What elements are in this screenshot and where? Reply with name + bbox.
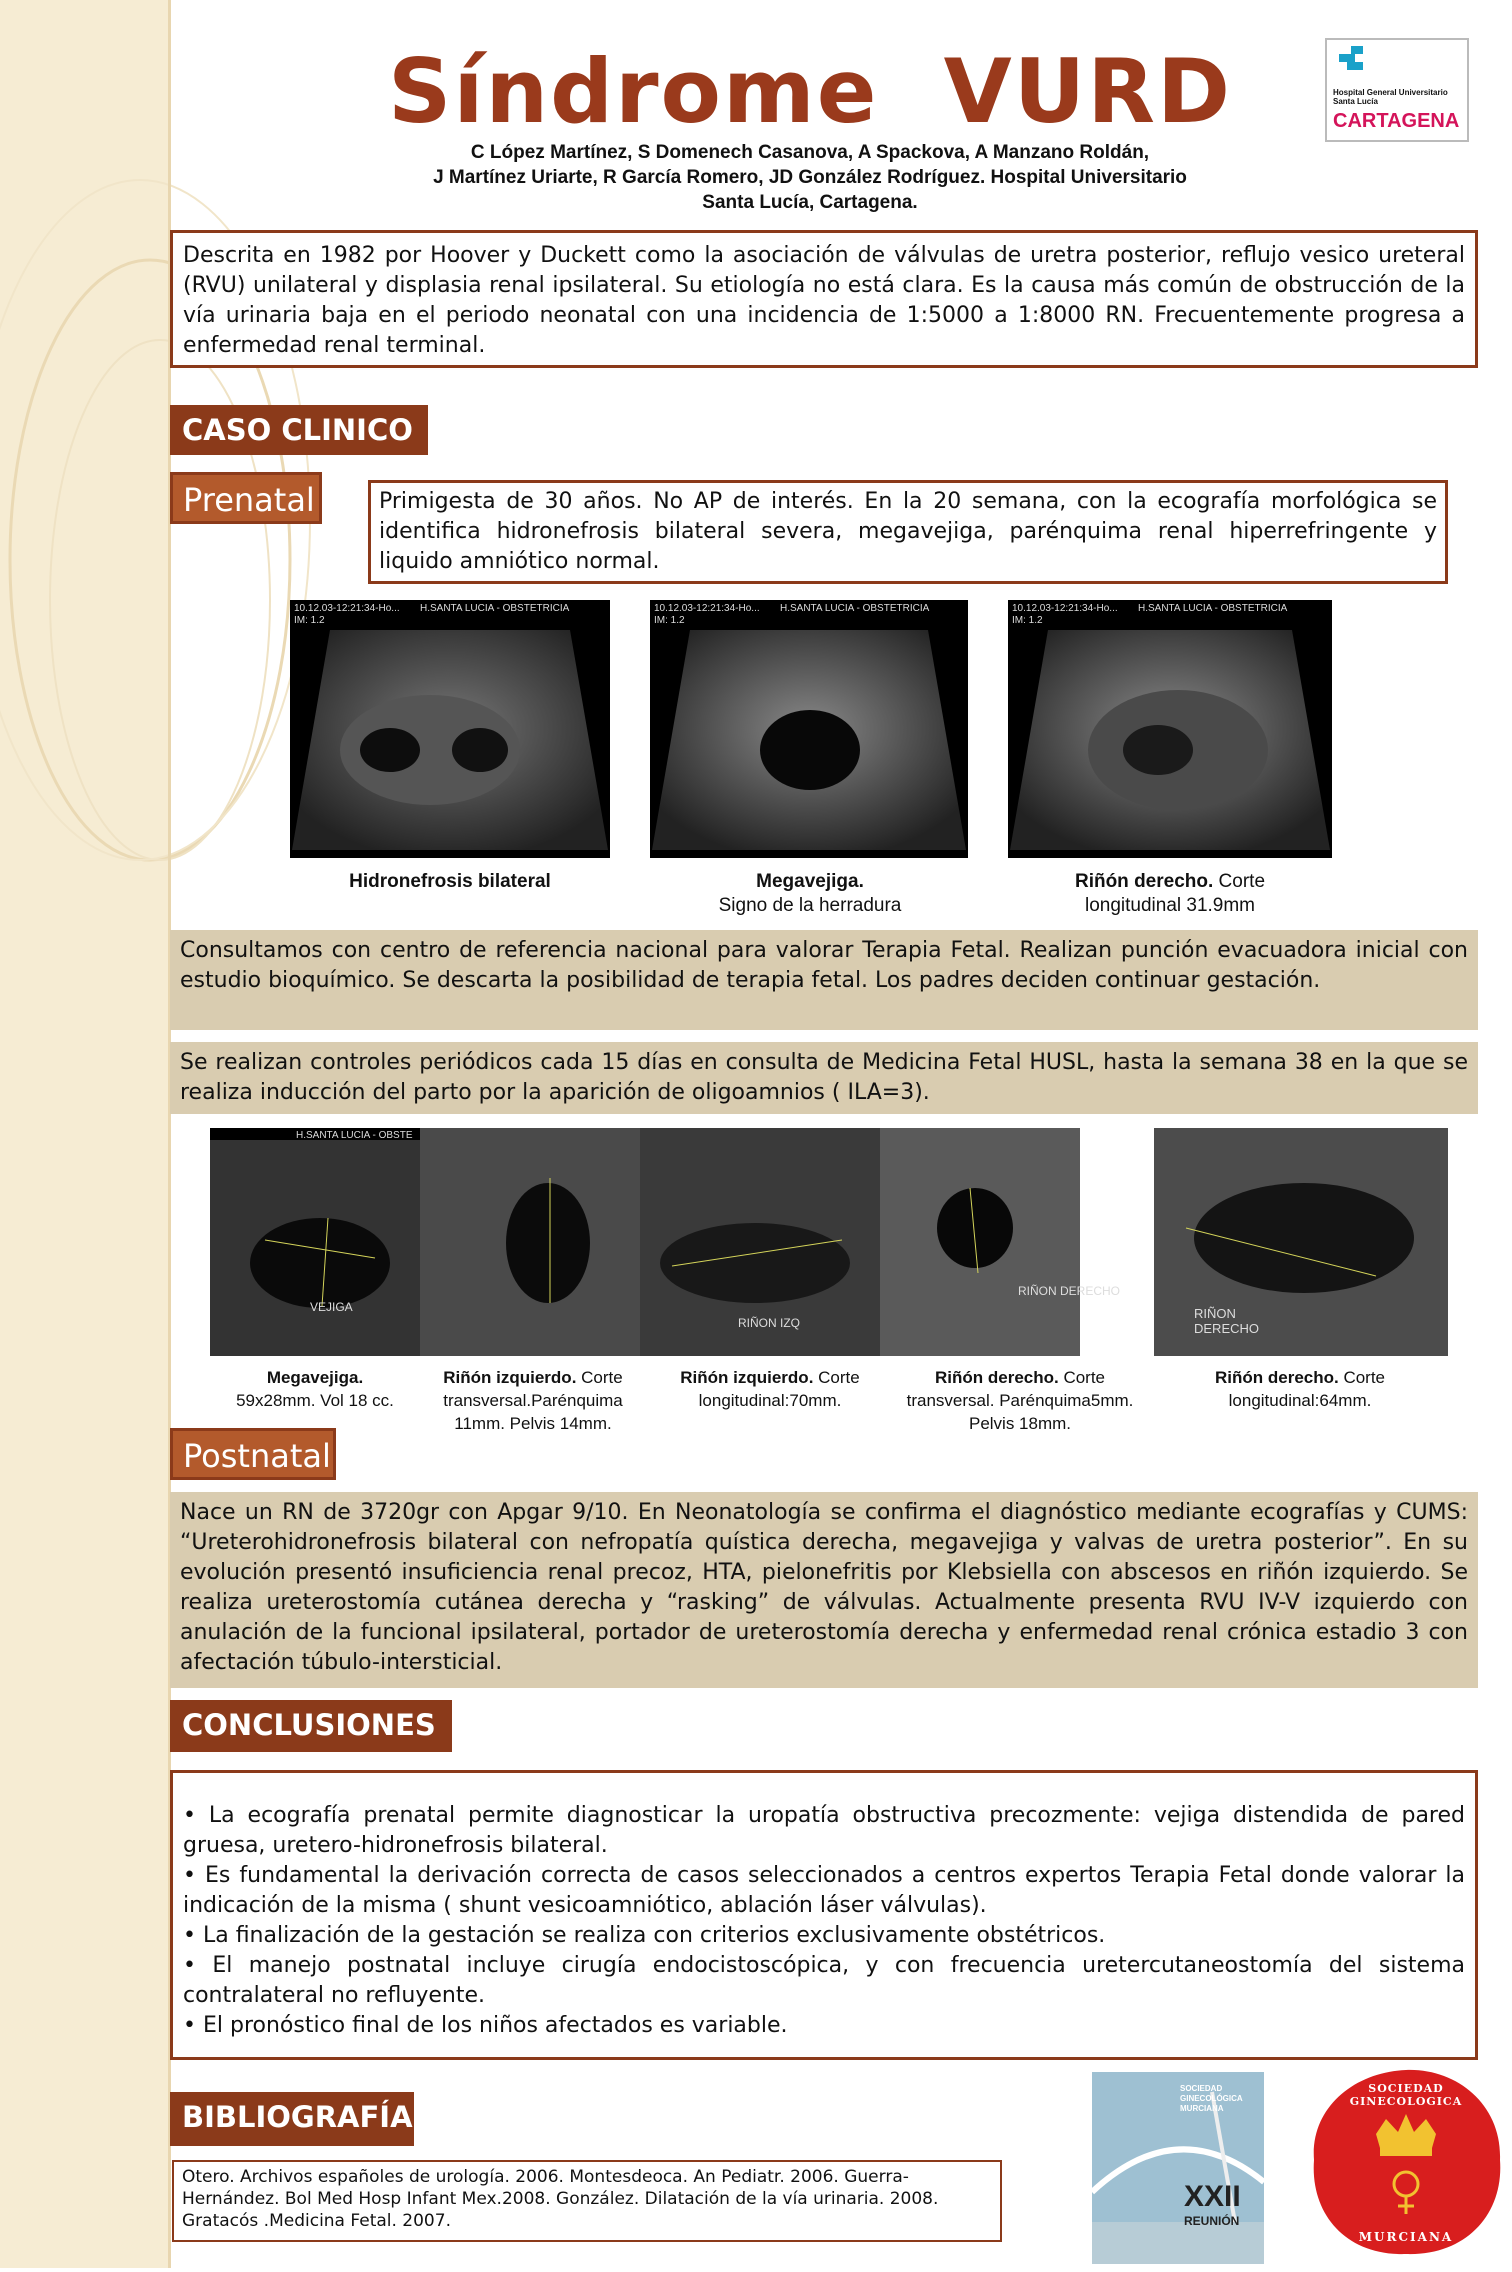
caption-row2-2-line2: transversal.Parénquima: [443, 1391, 623, 1410]
caso-clinico-heading: CASO CLINICO: [170, 405, 428, 455]
caption-row2-4: [890, 1366, 1150, 1435]
caption-row1-2-sub: Signo de la herradura: [718, 895, 902, 916]
ultrasound-image-row2-5: [1154, 1128, 1448, 1356]
conclusiones-heading: CONCLUSIONES: [170, 1700, 452, 1752]
hospital-logo-text-3: CARTAGENA: [1333, 110, 1460, 132]
us2-time: 10.12.03-12:21:34-Ho...: [654, 603, 760, 614]
us1-im: IM: 1.2: [294, 615, 325, 626]
authors-line-2: J Martínez Uriarte, R García Romero, JD González Rodríguez. Hospital Universitario: [433, 167, 1187, 188]
caption-row2-4-rest: Corte: [1058, 1368, 1106, 1387]
us2-site: H.SANTA LUCIA - OBSTETRICIA: [780, 603, 930, 614]
meeting-poster-logo: [1092, 2072, 1264, 2264]
seal-top-text: SOCIEDAD GINECOLOGICA: [1349, 2082, 1463, 2108]
us-row2-label-1: VEJIGA: [310, 1300, 353, 1314]
us1-site: H.SANTA LUCIA - OBSTETRICIA: [420, 603, 570, 614]
us3-site: H.SANTA LUCIA - OBSTETRICIA: [1138, 603, 1288, 614]
meeting-text-1: SOCIEDAD: [1180, 2084, 1223, 2093]
caption-row2-2: [418, 1366, 648, 1435]
meeting-text-2: GINECOLÓGICA: [1180, 2094, 1243, 2103]
postnatal-text: Nace un RN de 3720gr con Apgar 9/10. En Neonatología se confirma el diagnóstico mediante ecografías y CUMS: “Ureterohidronefrosis bilateral con nefropatía quística derecha, megavejiga y valvas de uretra posterior”. En su evolución presentó insuficiencia renal precoz, HTA, pielonefritis por Klebsiella con abscesos en riñón izquierdo. Se realiza ureterostomía cutánea derecha y “rasking” de válvulas. Actualmente presenta RVU IV-V izquierdo con anulación de la funcional ipsilateral, portador de ureterostomía derecha y enfermedad renal crónica estadio 3 con afectación túbulo-intersticial.: [180, 1500, 1468, 1675]
us-row2-site: H.SANTA LUCIA - OBSTE: [296, 1130, 413, 1141]
caption-row2-4-line2: transversal. Parénquima5mm.: [906, 1391, 1134, 1410]
caption-row2-3: [650, 1366, 890, 1412]
meeting-text-3: MURCIANA: [1180, 2104, 1224, 2113]
conclusion-item: • El pronóstico final de los niños afectados es variable.: [183, 2013, 788, 2038]
society-seal-logo: [1306, 2064, 1506, 2260]
prenatal-text: Primigesta de 30 años. No AP de interés. En la 20 semana, con la ecografía morfológica se identifica hidronefrosis bilateral severa, megavejiga, parénquima renal hiperrefringente y liquido amniótico normal.: [379, 489, 1437, 574]
sidebar-swirl-decoration: [0, 0, 168, 2268]
caption-row1-2: [660, 870, 960, 918]
caption-row2-5: [1170, 1366, 1430, 1412]
caption-row2-4-title: Riñón derecho.: [934, 1368, 1059, 1387]
ultrasound-image-2: [650, 600, 968, 858]
hospital-logo-text-1: Hospital General Universitario: [1333, 88, 1448, 97]
us1-time: 10.12.03-12:21:34-Ho...: [294, 603, 400, 614]
postnatal-box: [170, 1492, 1478, 1688]
caption-row2-2-title: Riñón izquierdo.: [443, 1368, 577, 1387]
us3-time: 10.12.03-12:21:34-Ho...: [1012, 603, 1118, 614]
caption-row2-1-title: Megavejiga.: [266, 1368, 364, 1387]
conclusion-item: • La finalización de la gestación se realiza con criterios exclusivamente obstétricos.: [183, 1923, 1106, 1948]
controls-box: [170, 1042, 1478, 1114]
authors-line-1: C López Martínez, S Domenech Casanova, A Spackova, A Manzano Roldán,: [470, 142, 1150, 163]
us3-im: IM: 1.2: [1012, 615, 1043, 626]
caption-row2-1-line2: 59x28mm. Vol 18 cc.: [236, 1391, 394, 1410]
decorative-sidebar: [0, 0, 168, 2268]
meeting-text-5: REUNIÓN: [1184, 2214, 1240, 2228]
conclusiones-box: [170, 1770, 1478, 2060]
us2-im: IM: 1.2: [654, 615, 685, 626]
caption-row2-2-line3: 11mm. Pelvis 14mm.: [454, 1414, 612, 1433]
intro-text: Descrita en 1982 por Hoover y Duckett como la asociación de válvulas de uretra posterior, reflujo vesico ureteral (RVU) unilateral y displasia renal ipsilateral. Su etiología no está clara. Es la causa más común de obstrucción de la vía urinaria baja en el periodo neonatal con una incidencia de 1:5000 a 1:8000 RN. Frecuentemente progresa a enfermedad renal terminal.: [183, 243, 1465, 358]
ultrasound-row2-scans: [210, 1128, 1080, 1356]
ultrasound-image-1: [290, 600, 610, 858]
prenatal-text-box: [368, 480, 1448, 584]
ultrasound-image-3: [1008, 600, 1332, 858]
conclusion-item: • Es fundamental la derivación correcta de casos seleccionados a centros expertos Terapia Fetal donde valorar la indicación de la misma ( shunt vesicoamniótico, ablación láser válvulas).: [183, 1863, 1465, 1918]
caption-row2-3-line2: longitudinal:70mm.: [698, 1391, 842, 1410]
ultrasound-scan-1: [290, 600, 610, 858]
controls-text: Se realizan controles periódicos cada 15 días en consulta de Medicina Fetal HUSL, hasta la semana 38 en la que se realiza inducción del parto por la aparición de oligoamnios ( ILA=3).: [180, 1050, 1468, 1105]
bibliografia-text: Otero. Archivos españoles de urología. 2006. Montesdeoca. An Pediatr. 2006. Guerra-Hernández. Bol Med Hosp Infant Mex.2008. González. Dilatación de la vía urinaria. 2008. Gratacós .Medicina Fetal. 2007.: [182, 2167, 939, 2231]
caption-row2-3-title: Riñón izquierdo.: [680, 1368, 814, 1387]
consult-text: Consultamos con centro de referencia nacional para valorar Terapia Fetal. Realizan punción evacuadora inicial con estudio bioquímico. Se descarta la posibilidad de terapia fetal. Los padres deciden continuar gestación.: [180, 938, 1468, 993]
ultrasound-row2: [210, 1128, 1121, 1356]
hospital-logo-text-2: Santa Lucía: [1333, 97, 1378, 106]
caption-row2-5-line2: longitudinal:64mm.: [1228, 1391, 1372, 1410]
bibliografia-heading: BIBLIOGRAFÍA: [170, 2092, 414, 2146]
us-row2-label-4: RIÑON DERECHO: [1018, 1284, 1121, 1298]
conclusion-item: • La ecografía prenatal permite diagnosticar la uropatía obstructiva precozmente: vejiga distendida de pared gruesa, uretero-hidronefrosis bilateral.: [183, 1803, 1465, 1858]
caption-row1-1-title: Hidronefrosis bilateral: [349, 871, 551, 892]
us-row2-label-3: RIÑON IZQ: [738, 1316, 800, 1330]
page-title: Síndrome VURD: [387, 40, 1233, 143]
caption-row1-3-title: Riñón derecho.: [1074, 871, 1214, 892]
caption-row1-3-sub: longitudinal 31.9mm: [1084, 895, 1256, 916]
consult-box: [170, 930, 1478, 1030]
caption-row1-3-rest: Corte: [1213, 871, 1266, 892]
ultrasound-scan-3: [1008, 600, 1332, 858]
caption-row1-3: [1015, 870, 1325, 918]
authors-line-3: Santa Lucía, Cartagena.: [702, 192, 918, 213]
intro-box: [170, 230, 1478, 368]
caption-row2-4-line3: Pelvis 18mm.: [968, 1414, 1072, 1433]
caption-row2-1: [210, 1366, 420, 1412]
hospital-logo: [1325, 38, 1469, 142]
meeting-text-4: XXII: [1184, 2180, 1241, 2213]
postnatal-heading: Postnatal: [170, 1428, 336, 1480]
bibliografia-box: [172, 2160, 1002, 2242]
seal-bottom-text: MURCIANA: [1358, 2230, 1454, 2244]
conclusion-item: • El manejo postnatal incluye cirugía endocistoscópica, y con frecuencia uretercutaneostomía del sistema contralateral no refluyente.: [183, 1953, 1465, 2008]
caption-row2-2-rest: Corte: [576, 1368, 623, 1387]
caption-row2-3-rest: Corte: [813, 1368, 860, 1387]
ultrasound-scan-2: [650, 600, 968, 858]
caption-row1-2-title: Megavejiga.: [756, 871, 864, 892]
caption-row1-1: [300, 870, 600, 894]
authors-block: [330, 140, 1290, 215]
prenatal-heading: Prenatal: [170, 472, 322, 524]
caption-row2-5-rest: Corte: [1338, 1368, 1386, 1387]
hospital-logo-icon: [1333, 44, 1373, 86]
us-row2-label-5: RIÑON DERECHO: [1194, 1306, 1260, 1336]
caption-row2-5-title: Riñón derecho.: [1214, 1368, 1339, 1387]
